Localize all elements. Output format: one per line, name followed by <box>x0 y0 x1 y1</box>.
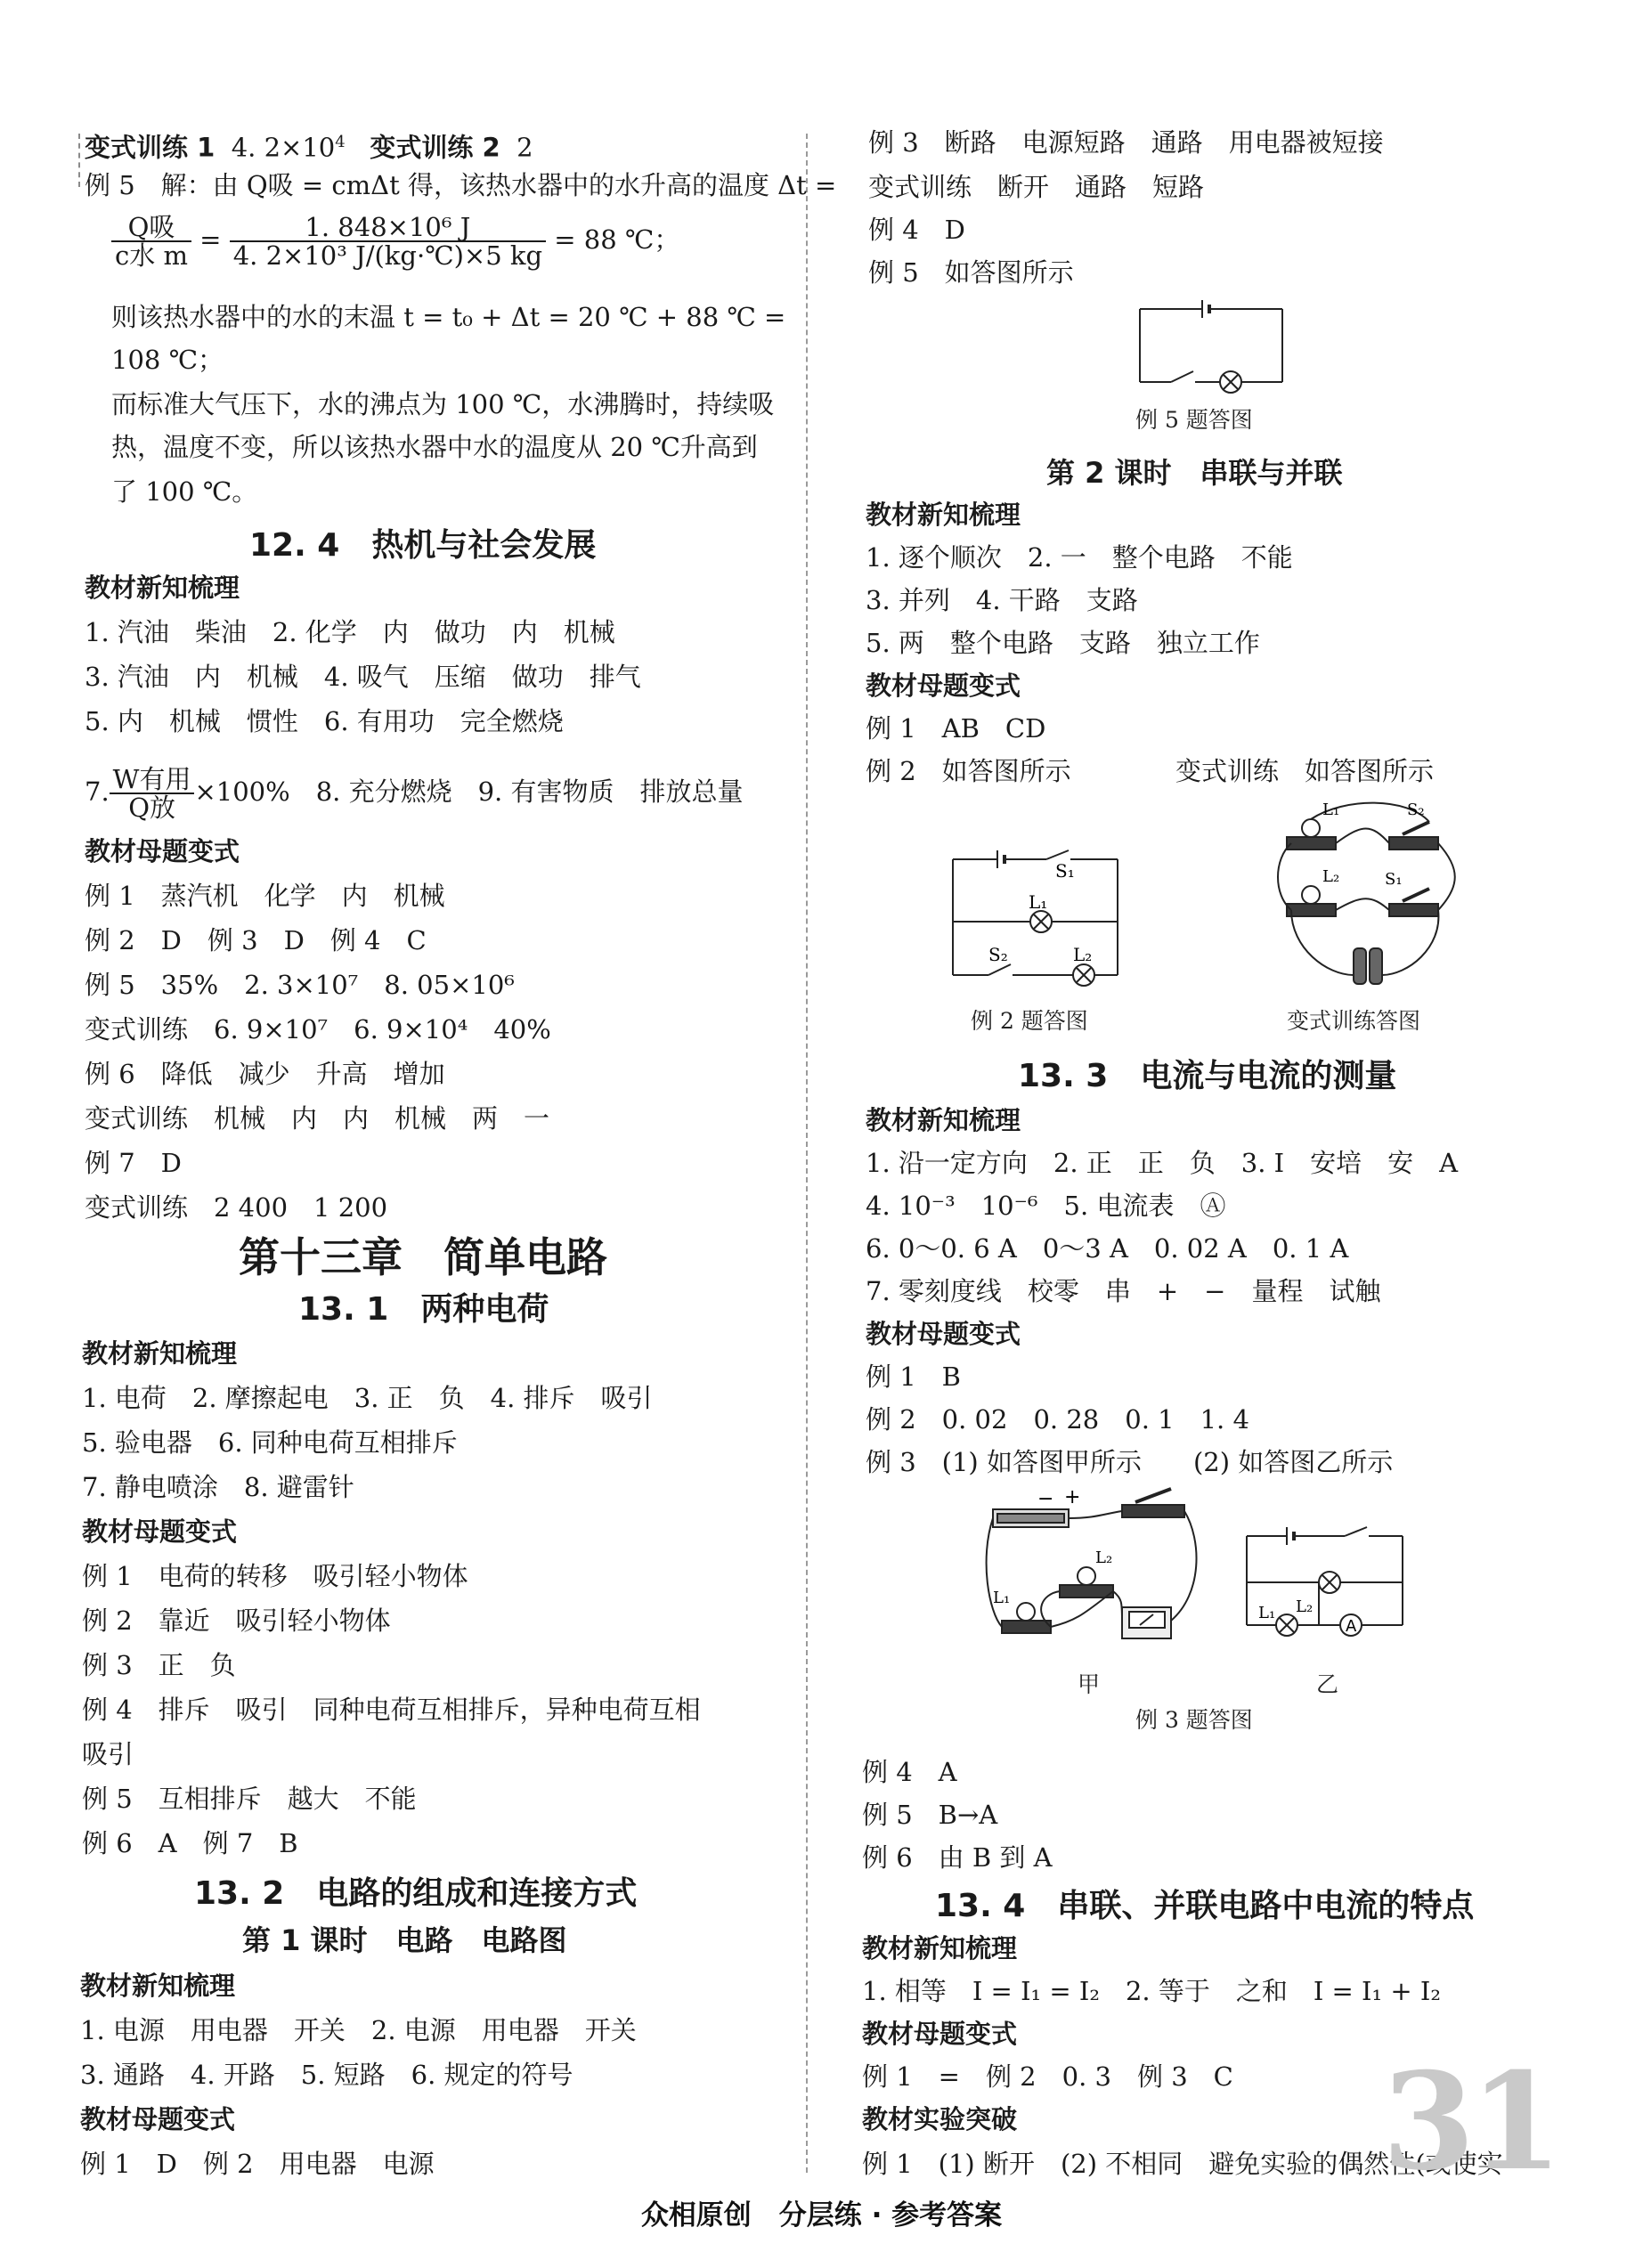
subheading: 教材新知梳理 <box>80 1971 236 2001</box>
answer-line: 5. 两 整个电路 支路 独立工作 <box>866 628 1260 658</box>
answer-line: 例 1 (1) 断开 (2) 不相同 避免实验的偶然性(或使实 <box>862 2149 1503 2179</box>
label-s1: S₁ <box>1385 870 1403 889</box>
figure-caption: 例 5 题答图 <box>1135 407 1253 433</box>
answer-line: 7. 零刻度线 校零 串 + − 量程 试触 <box>866 1276 1381 1306</box>
section-title-13-2: 13. 2 电路的组成和连接方式 <box>194 1875 638 1912</box>
variant-training-line: 变式训练 1 4. $2\times 10^4$ 变式训练 2 2 <box>85 132 533 163</box>
answer-line: 例 5 如答图所示 <box>868 257 1074 288</box>
answer-line: 变式训练 2 400 1 200 <box>85 1192 388 1223</box>
circuit-diagram-example2 <box>948 850 1127 984</box>
answer-line: 5. 内 机械 惯性 6. 有用功 完全燃烧 <box>85 706 564 736</box>
answer-line: 例 1 D 例 2 用电器 电源 <box>80 2149 435 2179</box>
answer-line: 例 1 B <box>866 1362 961 1392</box>
subheading: 教材新知梳理 <box>866 500 1021 530</box>
subheading: 教材新知梳理 <box>82 1338 238 1369</box>
physical-circuit-jia <box>988 1487 1211 1665</box>
answer-line: 3. 汽油 内 机械 4. 吸气 压缩 做功 排气 <box>85 662 641 692</box>
answer-line: 例 1 AB CD <box>866 713 1046 744</box>
answer-line: 6. 0～0. 6 A 0～3 A 0. 02 A 0. 1 A <box>866 1233 1349 1264</box>
section-title-12-4: 12. 4 热机与社会发展 <box>249 527 597 564</box>
subheading: 教材新知梳理 <box>866 1105 1021 1135</box>
fraction-q-over-cm: $\frac{\text{Q吸}}{\text{c水 m}}$ <box>111 214 191 269</box>
subheading: 教材母题变式 <box>862 2019 1018 2049</box>
figure-caption-jia: 甲 <box>1078 1671 1101 1697</box>
page-footer: 众相原创 分层练 · 参考答案 <box>640 2199 1003 2231</box>
answer-line: 例 1 电荷的转移 吸引轻小物体 <box>82 1561 468 1591</box>
label-l2: L₂ <box>1095 1549 1113 1567</box>
answer-line: 吸引 <box>82 1739 134 1769</box>
answer-line: 7. 静电喷涂 8. 避雷针 <box>82 1472 354 1502</box>
answer-line: 例 4 A <box>862 1757 957 1787</box>
lesson-title: 第 2 课时 串联与并联 <box>1046 456 1343 490</box>
answer-line: 例 1 蒸汽机 化学 内 机械 <box>85 881 445 911</box>
answer-line: 5. 验电器 6. 同种电荷互相排斥 <box>82 1427 458 1458</box>
page-number-watermark: 31 <box>1382 2044 1558 2200</box>
lesson-title: 第 1 课时 电路 电路图 <box>242 1923 567 1957</box>
answer-line: 例 3 正 负 <box>82 1650 236 1680</box>
subheading: 教材新知梳理 <box>85 573 240 603</box>
section-title-13-4: 13. 4 串联、并联电路中电流的特点 <box>935 1888 1475 1924</box>
figure-caption: 例 3 题答图 <box>1135 1707 1253 1733</box>
answer-line: 1. 电荷 2. 摩擦起电 3. 正 负 4. 排斥 吸引 <box>82 1383 653 1413</box>
circuit-diagram-yi <box>1242 1527 1411 1634</box>
label-l1: L₁ <box>993 1589 1011 1607</box>
label-l2: L₂ <box>1296 1597 1314 1616</box>
label-l2: L₂ <box>1073 944 1093 965</box>
subheading: 教材母题变式 <box>80 2104 236 2134</box>
label-s2: S₂ <box>1407 801 1425 819</box>
answer-line: 例 2 0. 02 0. 28 0. 1 1. 4 <box>866 1404 1249 1435</box>
example5-line5: 而标准大气压下，水的沸点为 100 ℃，水沸腾时，持续吸 <box>111 389 775 419</box>
chapter-title: 第十三章 简单电路 <box>239 1233 607 1281</box>
subheading: 教材实验突破 <box>862 2104 1018 2134</box>
label-l1: L₁ <box>1322 801 1340 819</box>
example5-line4: 108 ℃； <box>111 345 224 375</box>
answer-line: 1. 相等 I = I₁ = I₂ 2. 等于 之和 I = I₁ + I₂ <box>862 1976 1441 2006</box>
subheading: 教材母题变式 <box>82 1516 238 1547</box>
answer-line: 例 2 如答图所示 <box>866 756 1071 786</box>
answer-line: 例 4 排斥 吸引 同种电荷互相排斥，异种电荷互相 <box>82 1695 701 1725</box>
label-l1: L₁ <box>1029 891 1048 913</box>
label-l1: L₁ <box>1258 1604 1276 1622</box>
label-s1: S₁ <box>1055 860 1075 882</box>
example5-line1: 例 5 解：由 Q吸 = cmΔt 得，该热水器中的水升高的温度 Δt = <box>85 170 837 200</box>
label-l2: L₂ <box>1322 867 1340 886</box>
answer-line: 例 2 靠近 吸引轻小物体 <box>82 1605 391 1636</box>
figure-caption: 变式训练答图 <box>1287 1008 1421 1034</box>
subheading: 教材母题变式 <box>85 836 240 866</box>
answer-line: 例 3 (1) 如答图甲所示 (2) 如答图乙所示 <box>866 1447 1394 1477</box>
answer-line: 例 1 = 例 2 0. 3 例 3 C <box>862 2061 1233 2092</box>
answer-line: 例 6 由 B 到 A <box>862 1842 1053 1873</box>
answer-line: 例 5 B→A <box>862 1800 998 1830</box>
subheading: 教材母题变式 <box>866 671 1021 701</box>
fraction-value: $\frac{\text{1. 848×10⁶ J}}{\text{4. 2×10³ J/(kg·℃)×5 kg}}$ <box>230 214 546 269</box>
column-divider <box>806 134 808 2173</box>
answer-line: 1. 逐个顺次 2. 一 整个电路 不能 <box>866 542 1293 573</box>
answer-line: 4. 10⁻³ 10⁻⁶ 5. 电流表 Ⓐ <box>866 1191 1226 1221</box>
label-plus: + <box>1064 1486 1081 1508</box>
subheading: 教材新知梳理 <box>862 1933 1018 1963</box>
example5-line6: 热，温度不变，所以该热水器中水的温度从 20 ℃升高到 <box>111 432 758 462</box>
answer-line: 变式训练 断开 通路 短路 <box>868 172 1205 202</box>
answer-line: 例 5 互相排斥 越大 不能 <box>82 1784 417 1814</box>
answer-line: 3. 通路 4. 开路 5. 短路 6. 规定的符号 <box>80 2060 573 2090</box>
answer-line: 例 7 D <box>85 1148 182 1178</box>
answer-line: 1. 电源 用电器 开关 2. 电源 用电器 开关 <box>80 2015 637 2045</box>
example5-formula: $\frac{\text{Q吸}}{\text{c水 m}}$ = $\frac{\text{1. 848×10⁶ J}}{\text{4. 2×10³ J/(kg·℃)×5 kg}}$ = 88 ℃； <box>111 214 679 269</box>
answer-line: 变式训练 如答图所示 <box>1175 756 1435 786</box>
answer-line: 变式训练 6. 9×10⁷ 6. 9×10⁴ 40% <box>85 1014 551 1045</box>
left-margin-mark <box>78 134 80 187</box>
physical-circuit-variant <box>1273 797 1469 993</box>
circuit-diagram-example5 <box>1131 298 1291 405</box>
answer-line: 例 5 35% 2. 3×10⁷ 8. 05×10⁶ <box>85 970 515 1000</box>
answer-line: 1. 汽油 柴油 2. 化学 内 做功 内 机械 <box>85 617 615 647</box>
figure-caption: 例 2 题答图 <box>971 1008 1088 1034</box>
answer-line: 例 6 降低 减少 升高 增加 <box>85 1059 445 1089</box>
answer-line: 例 6 A 例 7 B <box>82 1828 298 1858</box>
section-title-13-3: 13. 3 电流与电流的测量 <box>1018 1058 1397 1094</box>
ammeter-symbol: A <box>1346 1617 1357 1636</box>
subheading: 教材母题变式 <box>866 1319 1021 1349</box>
label-minus: − <box>1037 1488 1054 1510</box>
example5-line7: 了 100 ℃。 <box>111 476 258 507</box>
answer-line: 3. 并列 4. 干路 支路 <box>866 585 1138 615</box>
answer-line: 变式训练 机械 内 内 机械 两 一 <box>85 1103 550 1134</box>
fraction-efficiency: $\frac{\text{W有用}}{\text{Q放}}$ <box>110 766 195 821</box>
example5-line3: 则该热水器中的水的末温 t = t₀ + Δt = 20 ℃ + 88 ℃ = <box>111 302 786 332</box>
answer-line: 例 4 D <box>868 215 965 245</box>
answer-line: 1. 沿一定方向 2. 正 正 负 3. I 安培 安 A <box>866 1148 1459 1178</box>
section-title-13-1: 13. 1 两种电荷 <box>298 1291 549 1328</box>
answer-line: 例 2 D 例 3 D 例 4 C <box>85 925 427 955</box>
answer-line-efficiency: 7. $\frac{\text{W有用}}{\text{Q放}}$ ×100% 8. 充分燃烧 9. 有害物质 排放总量 <box>85 764 744 823</box>
figure-caption-yi: 乙 <box>1316 1671 1339 1697</box>
answer-line: 例 3 断路 电源短路 通路 用电器被短接 <box>868 127 1384 158</box>
label-s2: S₂ <box>988 944 1008 965</box>
